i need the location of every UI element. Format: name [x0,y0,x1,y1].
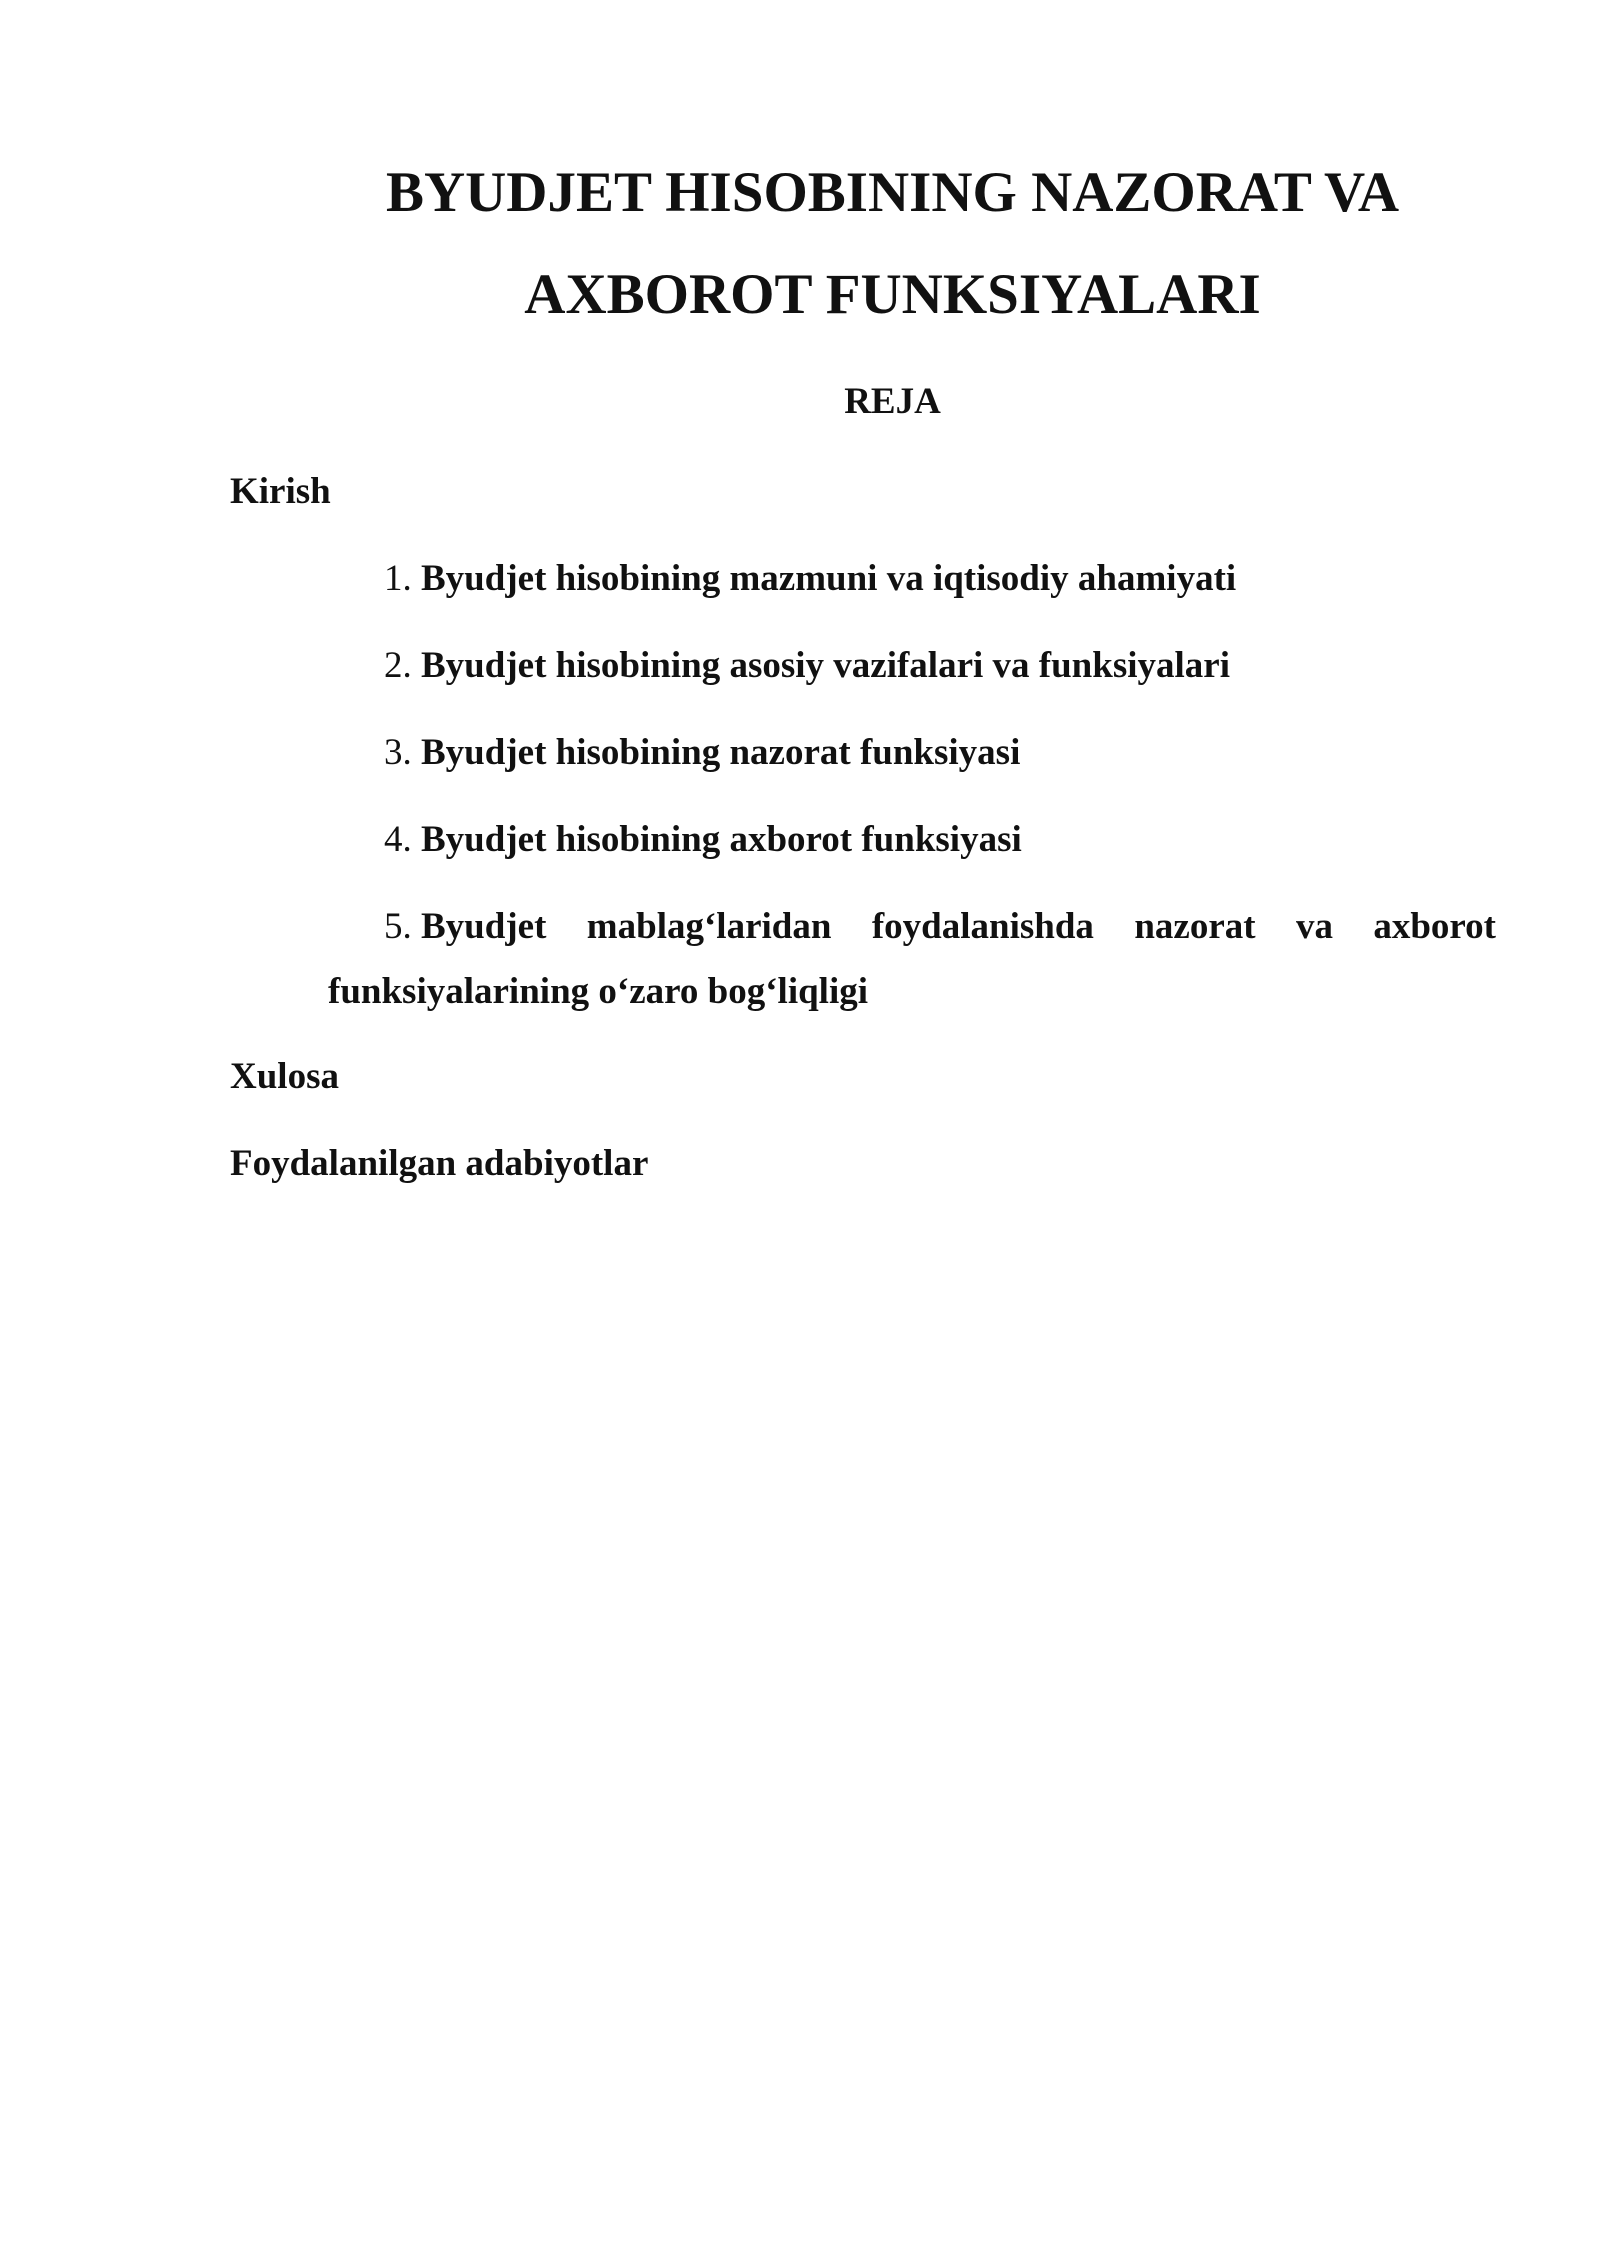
plan-item-number: 4. [384,819,412,860]
plan-heading: REJA [844,381,941,422]
plan-item-1 [384,553,1236,605]
document-title [330,142,1455,346]
plan-item-5-first-word [384,901,546,953]
plan-item-number: 2. [384,645,412,686]
plan-item-text: Byudjet hisobining asosiy vazifalari va funksiyalari [421,645,1230,686]
intro-heading: Kirish [230,471,331,512]
plan-item-word: Byudjet [421,906,547,947]
plan-item-number: 3. [384,732,412,773]
plan-item-word: va [1295,906,1333,947]
plan-item-3 [384,727,1020,779]
conclusion-heading: Xulosa [230,1056,339,1097]
plan-item-text: Byudjet hisobining mazmuni va iqtisodiy ahamiyati [421,558,1237,599]
title-line-1: BYUDJET HISOBINING NAZORAT VA [385,161,1400,224]
title-line-2: AXBOROT FUNKSIYALARI [524,263,1261,326]
plan-item-text: Byudjet hisobining axborot funksiyasi [421,819,1022,860]
plan-item-5-line-2: funksiyalarining o‘zaro bog‘liqligi [328,971,869,1012]
plan-item-word: mablag‘laridan [586,906,832,947]
plan-item-number: 5. [384,906,412,947]
plan-item-number: 1. [384,558,412,599]
plan-item-word: nazorat [1134,906,1256,947]
references-heading: Foydalanilgan adabiyotlar [230,1143,649,1184]
plan-item-word: axborot [1373,906,1496,947]
plan-item-2 [384,640,1230,692]
plan-item-text: Byudjet hisobining nazorat funksiyasi [421,732,1021,773]
plan-item-5 [328,901,1496,1012]
plan-item-5-line-1 [384,901,1496,953]
plan-item-word: foydalanishda [871,906,1094,947]
plan-item-4 [384,814,1022,866]
